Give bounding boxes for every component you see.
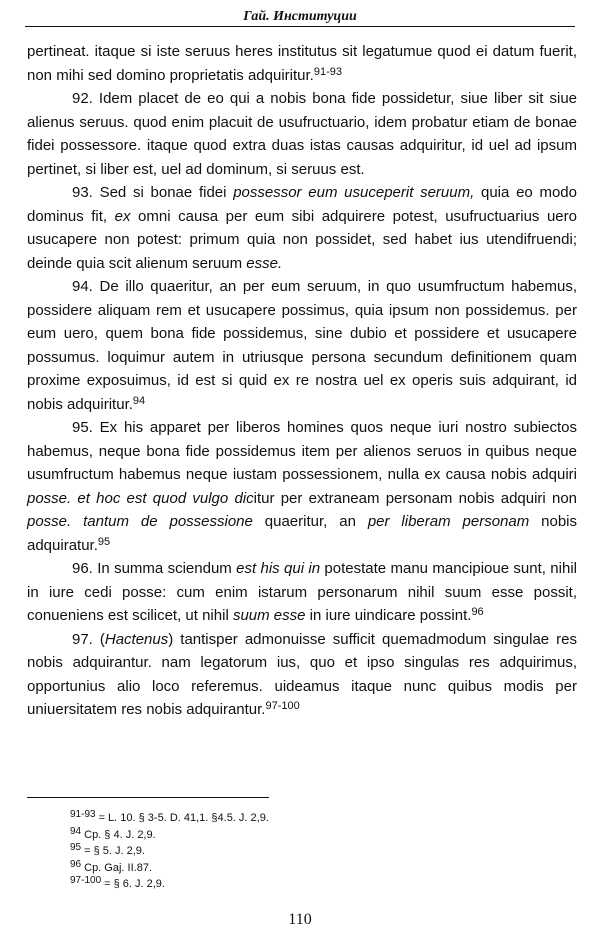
paragraph-92: 92. Idem placet de eo qui a nobis bona fide possidetur, siue liber sit siue alienus seruus. quod enim placuit de usufructuario, idem probatur etiam de bonae fidei possessore. itaque quod extra duas istas causas adquiritur, id uel ad ipsum pertinet, si liber est, uel ad dominum, si seruus est. [27,90,577,178]
main-text [27,40,577,722]
footnote-mark: 97-100 [70,875,102,886]
footnote-97-100 [70,876,470,893]
footnote-mark: 95 [70,842,82,853]
footnote-ref-91-93[interactable]: 91-93 [313,65,342,78]
footnote-text: = § 6. J. 2,9. [104,878,165,890]
footnote-text: Cp. § 4. J. 2,9. [84,828,156,841]
footnote-ref-97-100[interactable]: 97-100 [265,700,300,712]
footnote-ref-96[interactable]: 96 [471,606,484,618]
footnote-text: = L. 10. § 3-5. D. 41,1. §4.5. J. 2,9. [98,812,269,824]
footnote-ref-95[interactable]: 95 [97,535,111,548]
paragraph-93: 93. Sed si bonae fidei possessor eum usuceperit seruum, quia eo modo dominus fit, ex omni causa per eum sibi adquirere potest, usufructuarius uero usucapere non potest: primum quia non possidet, sed habet ius utendifruendi; deinde quia scit alienum seruum esse. [27,184,577,272]
footnote-ref-94[interactable]: 94 [132,394,146,407]
footnote-separator [27,797,269,798]
paragraph-94: 94. De illo quaeritur, an per eum seruum, in quo usumfructum habemus, possidere aliquam rem et usucapere possimus, quia ipsum non possidemus. per eum uero, quem bona fide possidemus, sine dubio et possidere et usucapere possumus. loquimur autem in utriusque persona secundum definitionem quam proxime exposuimus, id est si quid ex re nostra uel ex operis suis adquirant, id nobis adquiritur.$^{94}$ [27,278,577,413]
running-head [25,8,575,27]
footnote-text: Cp. Gaj. II.87. [84,861,152,874]
footnote-91-93 [70,810,470,827]
footnote-95 [70,843,470,860]
footnotes [70,810,470,893]
running-head-title: Гай. Институции [237,9,363,24]
paragraph-95: 95. Ex his apparet per liberos homines quos neque iuri nostro subiectos habemus, neque bona fide possidemus item per alienos seruos in quibus neque usumfructum habemus neque iustam possessionem, nulla ex causa nobis adquiri posse. et hoc est quod vulgo dicitur per extraneam personam nobis adquiri non posse. tantum de possessione quaeritur, an per liberam personam nobis adquiratur.$^{95}$ [27,419,578,554]
page-number: 110 [288,911,312,928]
paragraph-97: 97. (Hactenus) tantisper admonuisse sufficit quemadmodum singulae res nobis adquirantur. nam legatorum ius, quo et ipso singulas res adquirimus, opportunius alio loco referemus. uideamus itaque nunc quibus modis per uniuersitatem res nobis adquirantur.$^{97-100}$ [27,630,577,718]
footnote-96 [70,860,470,877]
footnote-mark: 96 [70,858,82,870]
footnote-mark: 94 [70,825,82,837]
paragraph-96: 96. In summa sciendum est his qui in potestate manu mancipioue sunt, nihil in iure cedi posse: cum enim istarum personarum nihil suum esse possit, conueniens est scilicet, ut nihil suum esse in iure uindicare possint.$^{96}$ [27,560,577,624]
footnote-mark: 91-93 [70,809,96,820]
footnote-text: = § 5. J. 2,9. [84,845,145,857]
paragraph-91-end: pertineat. itaque si iste seruus heres institutus sit legatumue quod ei datum fuerit, non mihi sed domino proprietatis adquiritur.$^{91-93}$ [27,43,577,84]
footnote-94 [70,827,470,844]
